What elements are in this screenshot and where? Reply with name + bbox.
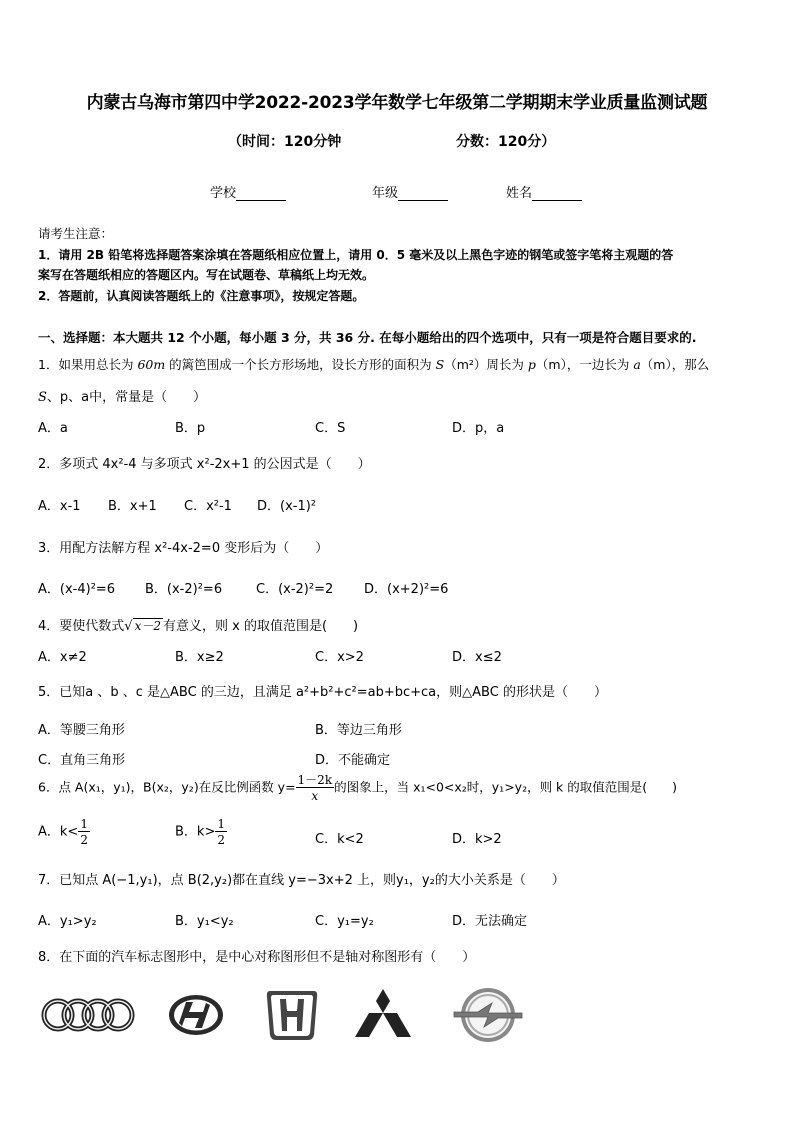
q5-option-b: B．等边三角形 (315, 723, 402, 738)
q6-option-a-fraction (78, 818, 90, 846)
q6-option-a (38, 818, 90, 846)
q6-text-pre: 6．点 A(x₁，y₁)，B(x₂，y₂)在反比例函数 y= (38, 779, 296, 795)
question-8: 8．在下面的汽车标志图形中，是中心对称图形但不是轴对称图形有（ ） (38, 950, 476, 965)
school-label: 学校 (210, 186, 237, 201)
q6-option-c: C．k<2 (315, 832, 364, 847)
q6-fraction (296, 774, 335, 802)
q6-text-post: 的图象上，当 x₁<0<x₂时，y₁>y₂，则 k 的取值范围是( ) (334, 779, 678, 795)
q1-text-g: （m），一边长为 (535, 357, 634, 372)
q4-text-pre: 4．要使代数式 (38, 619, 125, 634)
name-field (506, 182, 582, 201)
school-field (210, 182, 286, 201)
q1-text-f: p (527, 357, 536, 372)
q6-option-b-fraction (215, 818, 227, 846)
q1-option-a: A．a (38, 421, 68, 436)
q3-option-c: C．(x-2)²=2 (256, 582, 334, 597)
q6-a-den: 2 (80, 833, 88, 847)
q6-denominator: x (311, 789, 319, 803)
q1-text-c: 的篱笆围成一个长方形场地，设长方形的面积为 (165, 357, 436, 372)
page-title: 内蒙古乌海市第四中学2022-2023学年数学七年级第二学期期末学业质量监测试题 (86, 93, 708, 113)
q7-option-c: C．y₁=y₂ (315, 914, 374, 929)
q3-option-b: B．(x-2)²=6 (145, 582, 223, 597)
q4-option-b: B．x≥2 (175, 650, 224, 665)
q6-numerator: 1－2k (297, 773, 333, 787)
school-blank (236, 188, 286, 201)
q1-option-c: C．S (315, 421, 346, 436)
q6-option-d: D．k>2 (452, 832, 502, 847)
opel-logo-icon (452, 985, 524, 1045)
q6-b-den: 2 (217, 833, 225, 847)
q4-option-a: A．x≠2 (38, 650, 87, 665)
notice-line1a: 1．请用 2B 铅笔将选择题答案涂填在答题纸相应位置上，请用 0．5 毫米及以上黑色字迹的钢笔或签字笔将主观题的答 (38, 248, 674, 262)
q1-text-d: S (435, 357, 445, 372)
name-label: 姓名 (506, 186, 533, 201)
grade-label: 年级 (372, 186, 399, 201)
q1-option-d: D．p，a (452, 421, 505, 436)
q4-radicand: x－2 (134, 619, 161, 633)
q2-option-a: A．x-1 (38, 499, 81, 514)
q1-text-a: 1．如果用总长为 (38, 357, 138, 372)
notice-head: 请考生注意： (38, 226, 114, 241)
section-heading: 一、选择题：本大题共 12 个小题，每小题 3 分，共 36 分. 在每小题给出的四个选项中，只有一项是符合题目要求的. (38, 330, 697, 345)
name-blank (532, 188, 582, 201)
question-1 (38, 355, 709, 373)
q4-text-post: 有意义，则 x 的取值范围是( ) (162, 619, 359, 634)
q4-option-c: C．x>2 (315, 650, 364, 665)
q1-line2-text: 、p、a中，常量是（ ） (46, 390, 207, 405)
exam-time: （时间：120分钟 (228, 134, 342, 150)
q1-text-h: a (633, 357, 641, 372)
mitsubishi-logo-icon (352, 985, 414, 1045)
q5-option-d: D．不能确定 (315, 753, 391, 768)
q1-line2-s: S (38, 390, 47, 405)
question-4 (38, 615, 358, 634)
q1-text-e: （m²）周长为 (444, 357, 528, 372)
q5-option-a: A．等腰三角形 (38, 723, 125, 738)
exam-score: 分数：120分） (456, 134, 556, 150)
honda-logo-icon (262, 985, 322, 1045)
q2-option-d: D．(x-1)² (257, 499, 317, 514)
question-5: 5．已知a 、b 、c 是△ABC 的三边，且满足 a²+b²+c²=ab+bc+ca，则△ABC 的形状是（ ） (38, 685, 607, 700)
q1-option-b: B．p (175, 421, 206, 436)
q4-option-d: D．x≤2 (452, 650, 502, 665)
question-7: 7．已知点 A(−1,y₁)，点 B(2,y₂)都在直线 y=−3x+2 上，则y₁，y₂的大小关系是（ ） (38, 873, 565, 888)
question-6 (38, 774, 677, 802)
q3-option-a: A．(x-4)²=6 (38, 582, 116, 597)
q6-option-b-text: B．k> (175, 824, 216, 840)
q2-option-c: C．x²-1 (184, 499, 232, 514)
question-2: 2．多项式 4x²-4 与多项式 x²-2x+1 的公因式是（ ） (38, 457, 371, 472)
q6-option-b (175, 818, 227, 846)
grade-field (372, 182, 448, 201)
q3-option-d: D．(x+2)²=6 (364, 582, 449, 597)
q1-text-i: （m），那么 (640, 357, 710, 372)
q2-option-b: B．x+1 (108, 499, 157, 514)
notice-line1b: 案写在答题纸相应的答题区内。写在试题卷、草稿纸上均无效。 (38, 268, 375, 282)
q6-b-num: 1 (217, 817, 225, 831)
q7-option-a: A．y₁>y₂ (38, 914, 97, 929)
q7-option-b: B．y₁<y₂ (175, 914, 234, 929)
audi-logo-icon (40, 985, 136, 1045)
sqrt-symbol: √ x－2 (124, 619, 161, 634)
question-1-line2 (38, 386, 206, 405)
q6-a-num: 1 (80, 817, 88, 831)
hyundai-logo-icon (166, 985, 226, 1045)
q1-text-b: 60m (137, 357, 166, 372)
grade-blank (398, 188, 448, 201)
question-3: 3．用配方法解方程 x²-4x-2=0 变形后为（ ） (38, 541, 329, 556)
q6-option-a-text: A．k< (38, 824, 79, 840)
q7-option-d: D．无法确定 (452, 914, 528, 929)
q5-option-c: C．直角三角形 (38, 753, 126, 768)
notice-line2: 2．答题前，认真阅读答题纸上的《注意事项》，按规定答题。 (38, 289, 365, 303)
